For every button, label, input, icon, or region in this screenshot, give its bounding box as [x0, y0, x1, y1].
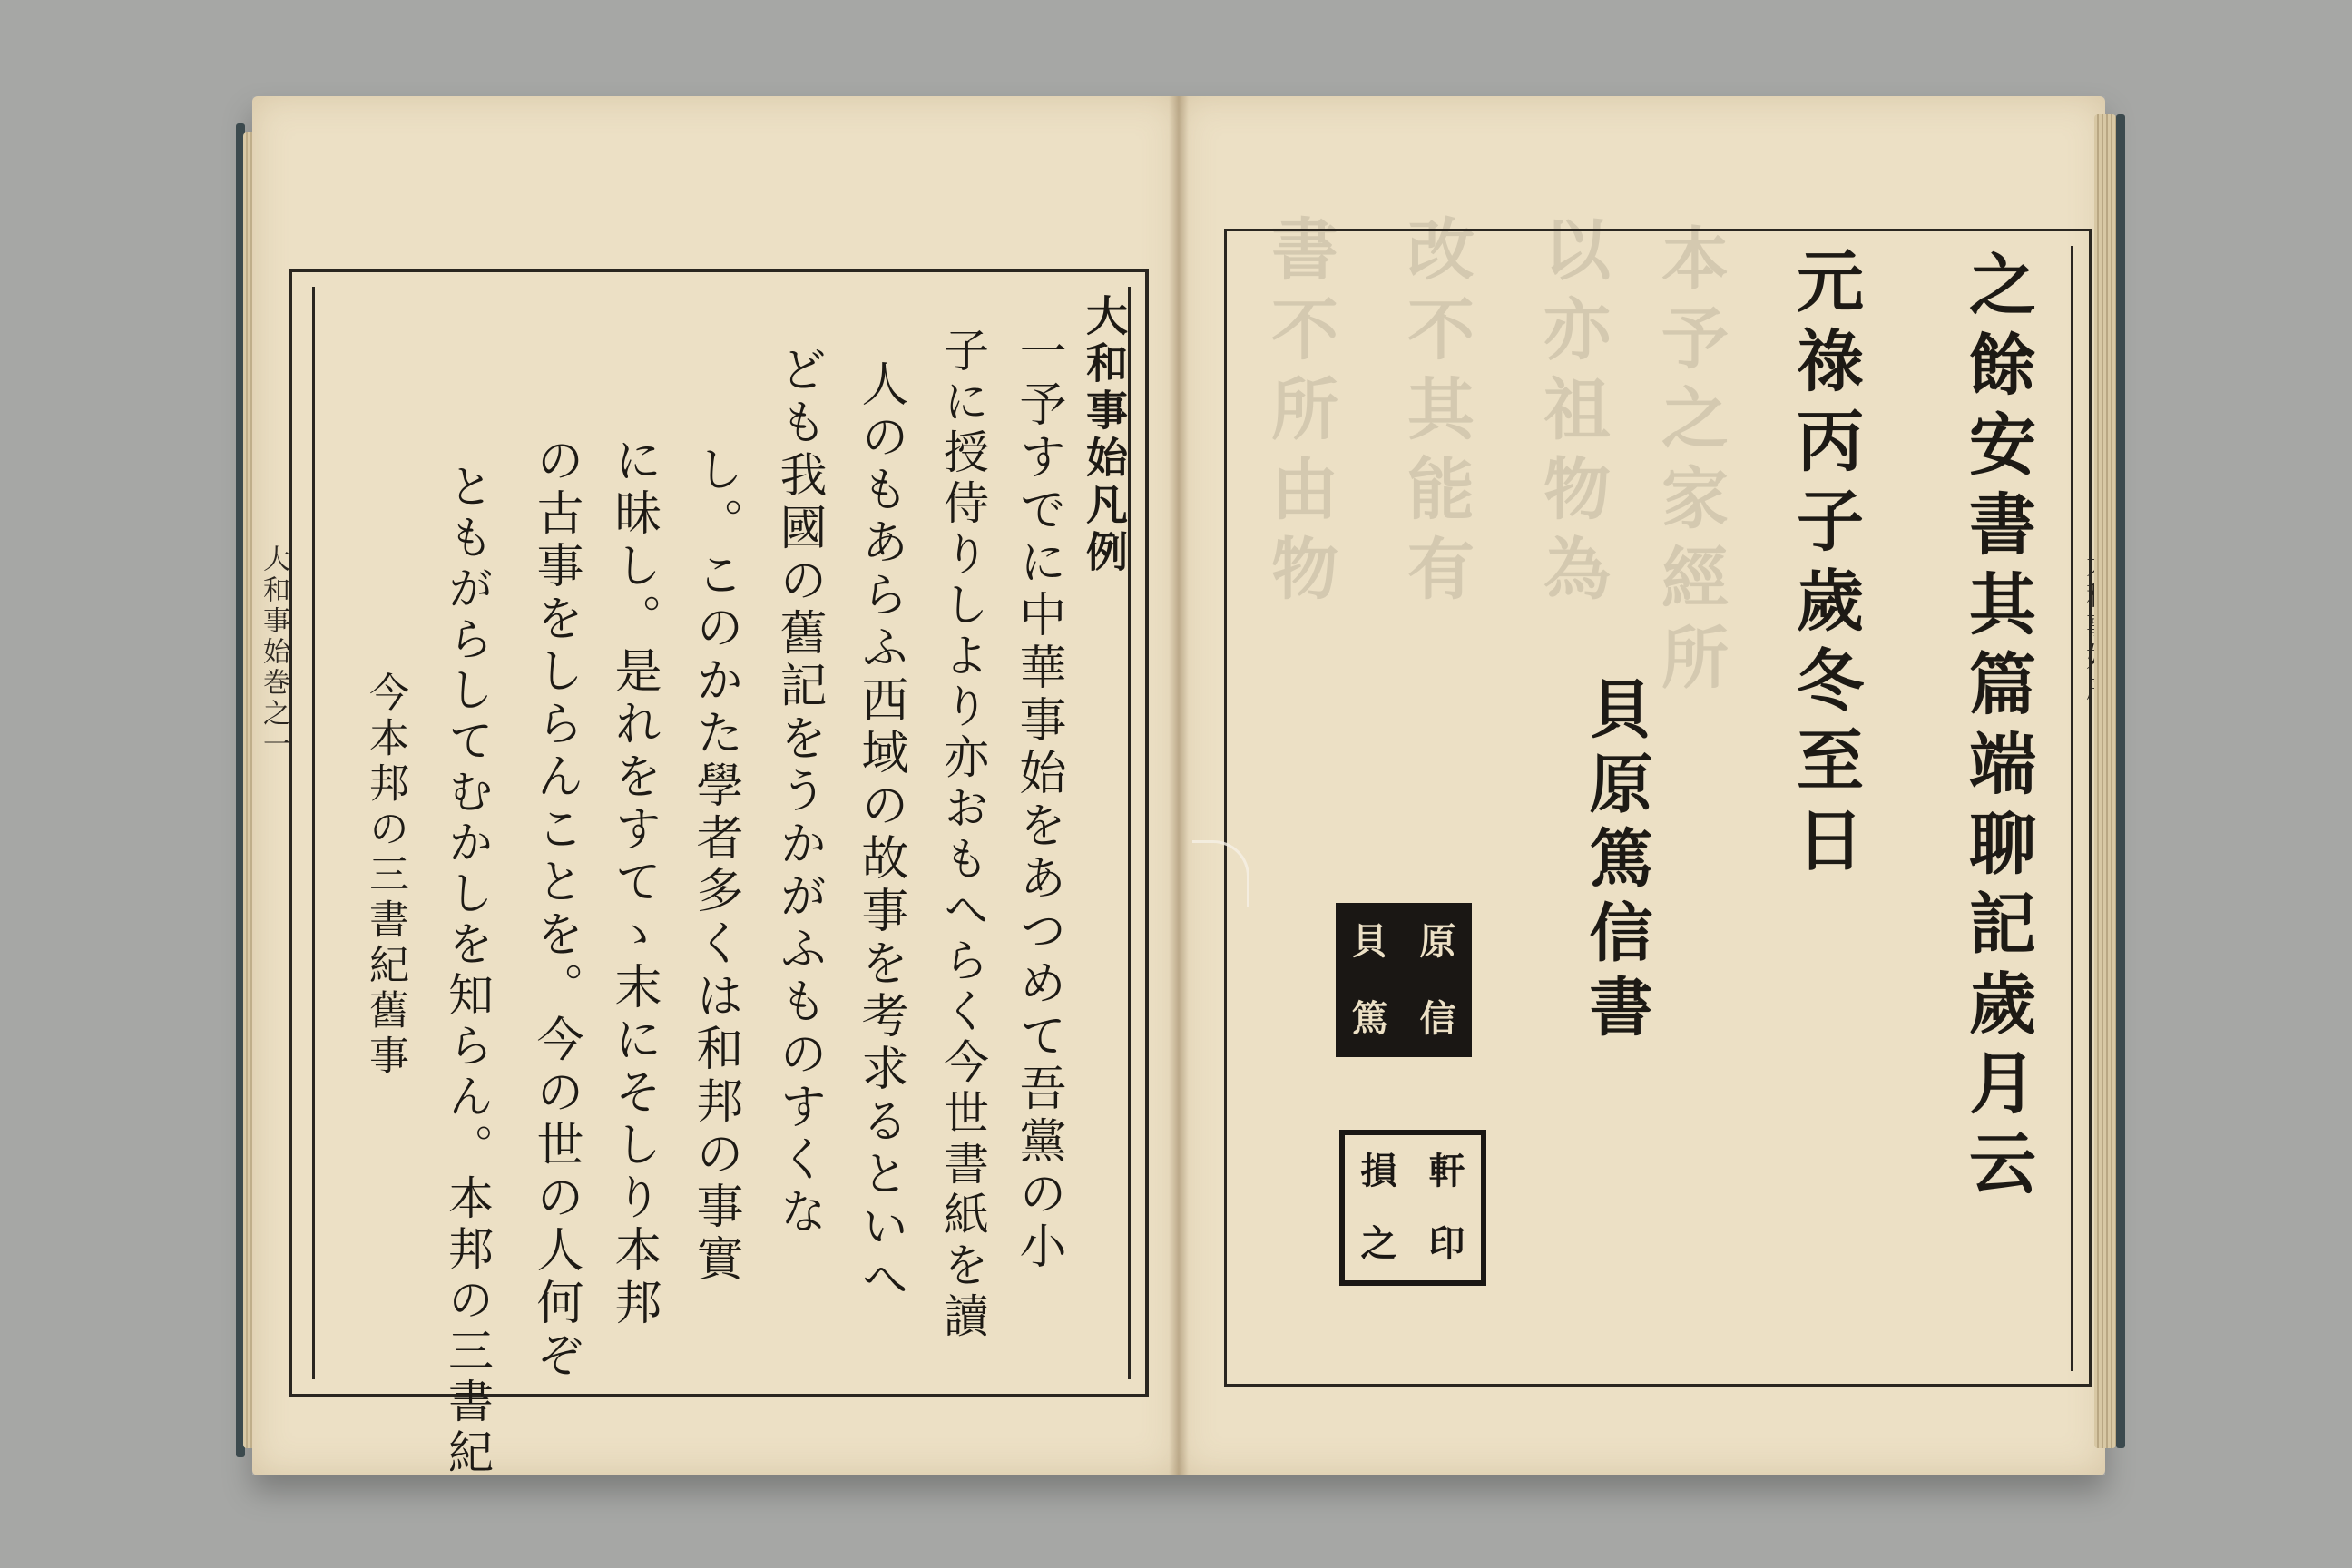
- signature-line: 貝原篤信書: [1579, 676, 1654, 1048]
- left-line-9: 今本邦の三書紀舊事: [362, 671, 408, 1080]
- seal-char: 之: [1360, 1222, 1397, 1265]
- left-line-2: 子に授侍りしより亦おもへらく今世書紙を讀: [936, 327, 989, 1343]
- left-page-frame: [258, 269, 1149, 1479]
- left-line-6: に昧し。是れをすてゝ末にそしり本邦: [606, 436, 661, 1330]
- left-page: [252, 96, 1179, 1479]
- seal-char: 原: [1419, 919, 1456, 963]
- seal-char: 篤: [1351, 996, 1388, 1040]
- book-gutter: [1169, 96, 1189, 1475]
- left-line-3: 人のもあらふ西域の故事を考求るといへ: [853, 359, 907, 1307]
- page-edges-right: [2094, 114, 2116, 1448]
- right-line-2: 元祿丙子歲冬至日: [1786, 246, 1864, 885]
- seal-char: 信: [1419, 996, 1456, 1040]
- left-line-4: ども我國の舊記をうかがふものすくな: [771, 345, 826, 1240]
- left-margin-label: 大和事始巻之一: [258, 544, 289, 760]
- seal-char: 損: [1360, 1150, 1397, 1192]
- book: [252, 96, 2105, 1479]
- right-line-1: 之餘安書其篇端聊記歲月云: [1958, 250, 2036, 1208]
- seal-char: 印: [1428, 1222, 1465, 1265]
- seal-char: 貝: [1351, 919, 1388, 963]
- right-page: 書不所由物 改不其能有 以亦祖物為 本予之家經所 之餘安書其篇端聊記歲月云 元祿丙子歲冬至日 貝原篤信書 貝 原 篤 信 損 軒 之 印: [1179, 96, 2105, 1475]
- left-line-1: 一予すでに中華事始をあつめて吾黨の小: [1011, 327, 1065, 1274]
- left-line-7: の古事をしらんことを。今の世の人何ぞ: [528, 436, 583, 1383]
- right-page-frame: [1224, 229, 2092, 1387]
- left-line-8: ともがらしてむかしを知らん。本邦の三書紀: [441, 463, 494, 1479]
- left-page-title: 大和事始凡例: [1080, 294, 1129, 577]
- cover-edge-right: [2116, 114, 2125, 1448]
- left-line-5: し。このかた學者多くは和邦の事實: [688, 445, 742, 1287]
- seal-black: [1336, 903, 1472, 1057]
- seal-outline: [1339, 1130, 1486, 1286]
- seal-char: 軒: [1428, 1150, 1465, 1192]
